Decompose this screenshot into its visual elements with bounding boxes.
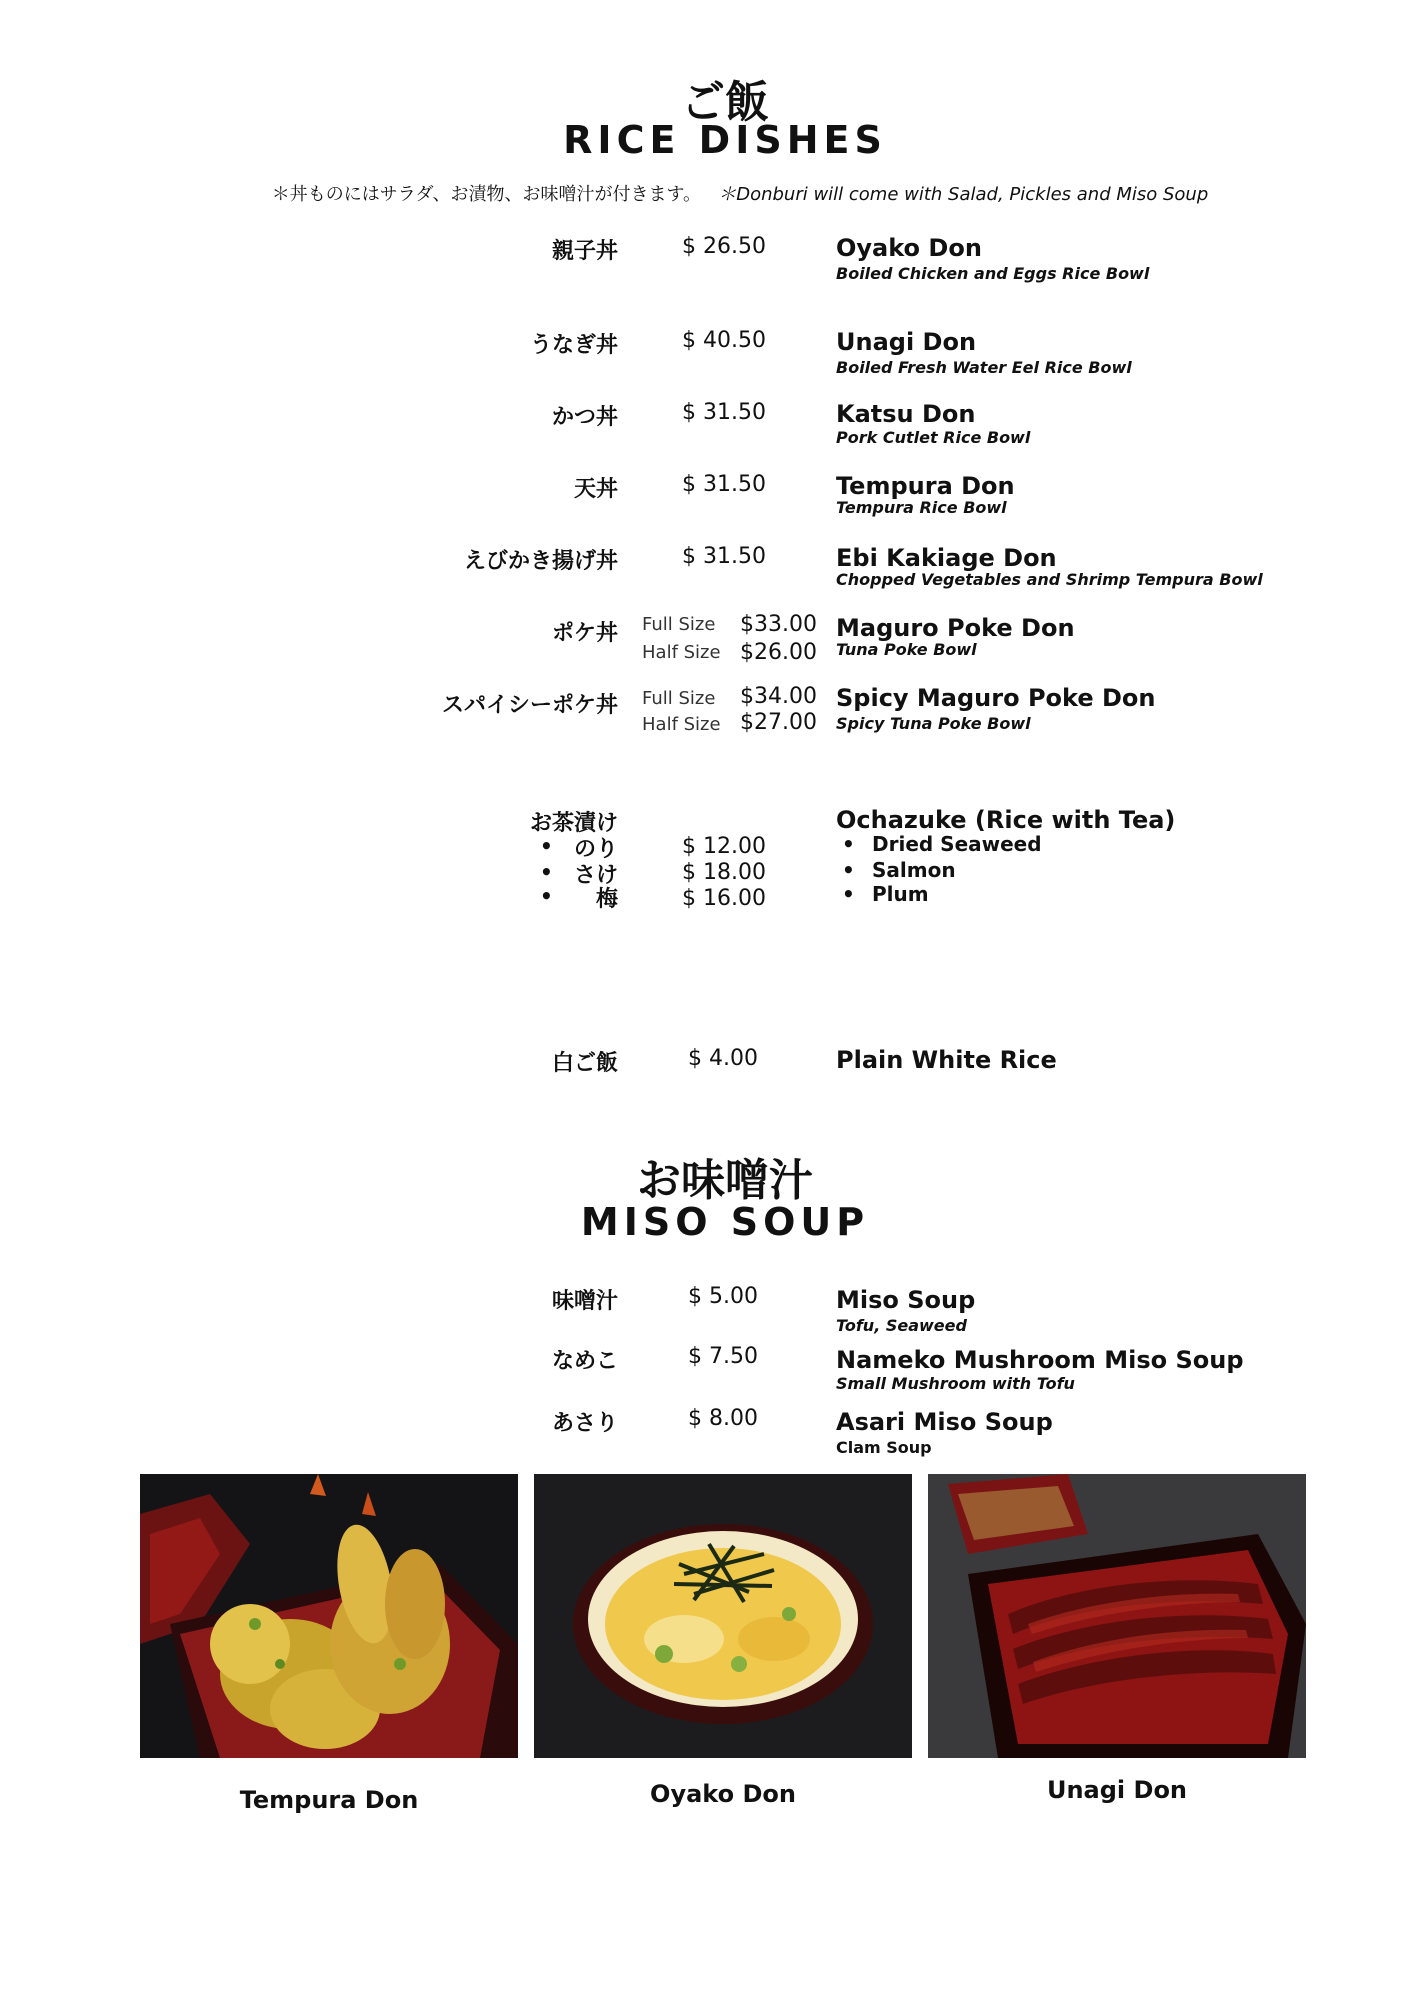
option-jp: 梅 (595, 887, 618, 912)
item-desc: Clam Soup (836, 1438, 932, 1457)
item-price: $ 5.00 (688, 1284, 758, 1309)
item-price: $ 26.50 (682, 234, 766, 259)
item-en: Spicy Maguro Poke Don (836, 684, 1156, 712)
half-size-price: $27.00 (740, 710, 817, 735)
half-size-price: $26.00 (740, 640, 817, 665)
photo-caption: Unagi Don (1046, 1776, 1188, 1804)
item-en: Plain White Rice (836, 1046, 1057, 1074)
item-jp: ポケ丼 (551, 621, 618, 646)
item-desc: Boiled Chicken and Eggs Rice Bowl (836, 264, 1150, 283)
option-en: Salmon (872, 858, 956, 882)
item-desc: Tuna Poke Bowl (836, 640, 977, 659)
item-jp: 天丼 (573, 477, 618, 502)
item-desc: Chopped Vegetables and Shrimp Tempura Bowl (836, 570, 1263, 589)
item-price: $ 4.00 (688, 1046, 758, 1071)
item-jp: えびかき揚げ丼 (463, 549, 618, 574)
item-en: Maguro Poke Don (836, 614, 1075, 642)
rice-note-en: ＊Donburi will come with Salad, Pickles and Miso Soup (718, 184, 1209, 205)
tempura-don-photo (140, 1474, 518, 1758)
item-price: $ 31.50 (682, 400, 766, 425)
item-en: Tempura Don (836, 472, 1015, 500)
rice-title-jp: ご飯 (681, 77, 769, 128)
option-price: $ 16.00 (682, 886, 766, 911)
item-jp: かつ丼 (551, 405, 618, 430)
bullet-icon: • (540, 860, 553, 884)
oyako-don-photo (534, 1474, 912, 1758)
item-desc: Spicy Tuna Poke Bowl (836, 714, 1031, 733)
unagi-don-photo (928, 1474, 1306, 1758)
item-desc: Tempura Rice Bowl (836, 498, 1007, 517)
bullet-icon: • (842, 858, 855, 882)
full-size-label: Full Size (642, 688, 716, 709)
item-jp: あさり (551, 1411, 618, 1436)
item-jp: 親子丼 (551, 239, 618, 264)
item-en: Katsu Don (836, 400, 976, 428)
photo-caption: Tempura Don (239, 1786, 419, 1814)
item-jp: お茶漬け (529, 811, 618, 836)
rice-note (0, 180, 1414, 206)
item-en: Asari Miso Soup (836, 1408, 1053, 1436)
item-en: Unagi Don (836, 328, 977, 356)
item-jp: スパイシーポケ丼 (441, 693, 618, 718)
miso-title-jp: お味噌汁 (637, 1155, 813, 1206)
item-desc: Boiled Fresh Water Eel Rice Bowl (836, 358, 1132, 377)
item-en: Ebi Kakiage Don (836, 544, 1057, 572)
half-size-label: Half Size (642, 714, 721, 735)
item-price: $ 31.50 (682, 472, 766, 497)
option-en: Dried Seaweed (872, 832, 1042, 856)
item-jp: なめこ (551, 1349, 618, 1374)
item-desc: Tofu, Seaweed (836, 1316, 967, 1335)
bullet-icon: • (842, 832, 855, 856)
item-price: $ 40.50 (682, 328, 766, 353)
photo-caption: Oyako Don (650, 1780, 796, 1808)
item-jp: うなぎ丼 (529, 333, 618, 358)
half-size-label: Half Size (642, 642, 721, 663)
rice-note-jp: ＊丼ものにはサラダ、お漬物、お味噌汁が付きます。 (271, 184, 702, 205)
bullet-icon: • (842, 882, 855, 906)
item-en: Miso Soup (836, 1286, 976, 1314)
option-price: $ 18.00 (682, 860, 766, 885)
item-price: $ 7.50 (688, 1344, 758, 1369)
item-price: $ 8.00 (688, 1406, 758, 1431)
option-jp: のり (573, 837, 618, 862)
option-en: Plum (872, 882, 929, 906)
full-size-label: Full Size (642, 614, 716, 635)
item-price: $ 31.50 (682, 544, 766, 569)
item-en: Oyako Don (836, 234, 982, 262)
item-en: Nameko Mushroom Miso Soup (836, 1346, 1244, 1374)
bullet-icon: • (540, 884, 553, 908)
rice-title-en: RICE DISHES (563, 118, 887, 162)
option-price: $ 12.00 (682, 834, 766, 859)
item-desc: Pork Cutlet Rice Bowl (836, 428, 1031, 447)
full-size-price: $33.00 (740, 612, 817, 637)
item-desc: Small Mushroom with Tofu (836, 1374, 1075, 1393)
item-en: Ochazuke (Rice with Tea) (836, 806, 1176, 834)
miso-title-en: MISO SOUP (580, 1200, 870, 1244)
item-jp: 白ご飯 (551, 1051, 618, 1076)
option-jp: さけ (573, 863, 618, 888)
full-size-price: $34.00 (740, 684, 817, 709)
item-jp: 味噌汁 (551, 1289, 618, 1314)
bullet-icon: • (540, 834, 553, 858)
